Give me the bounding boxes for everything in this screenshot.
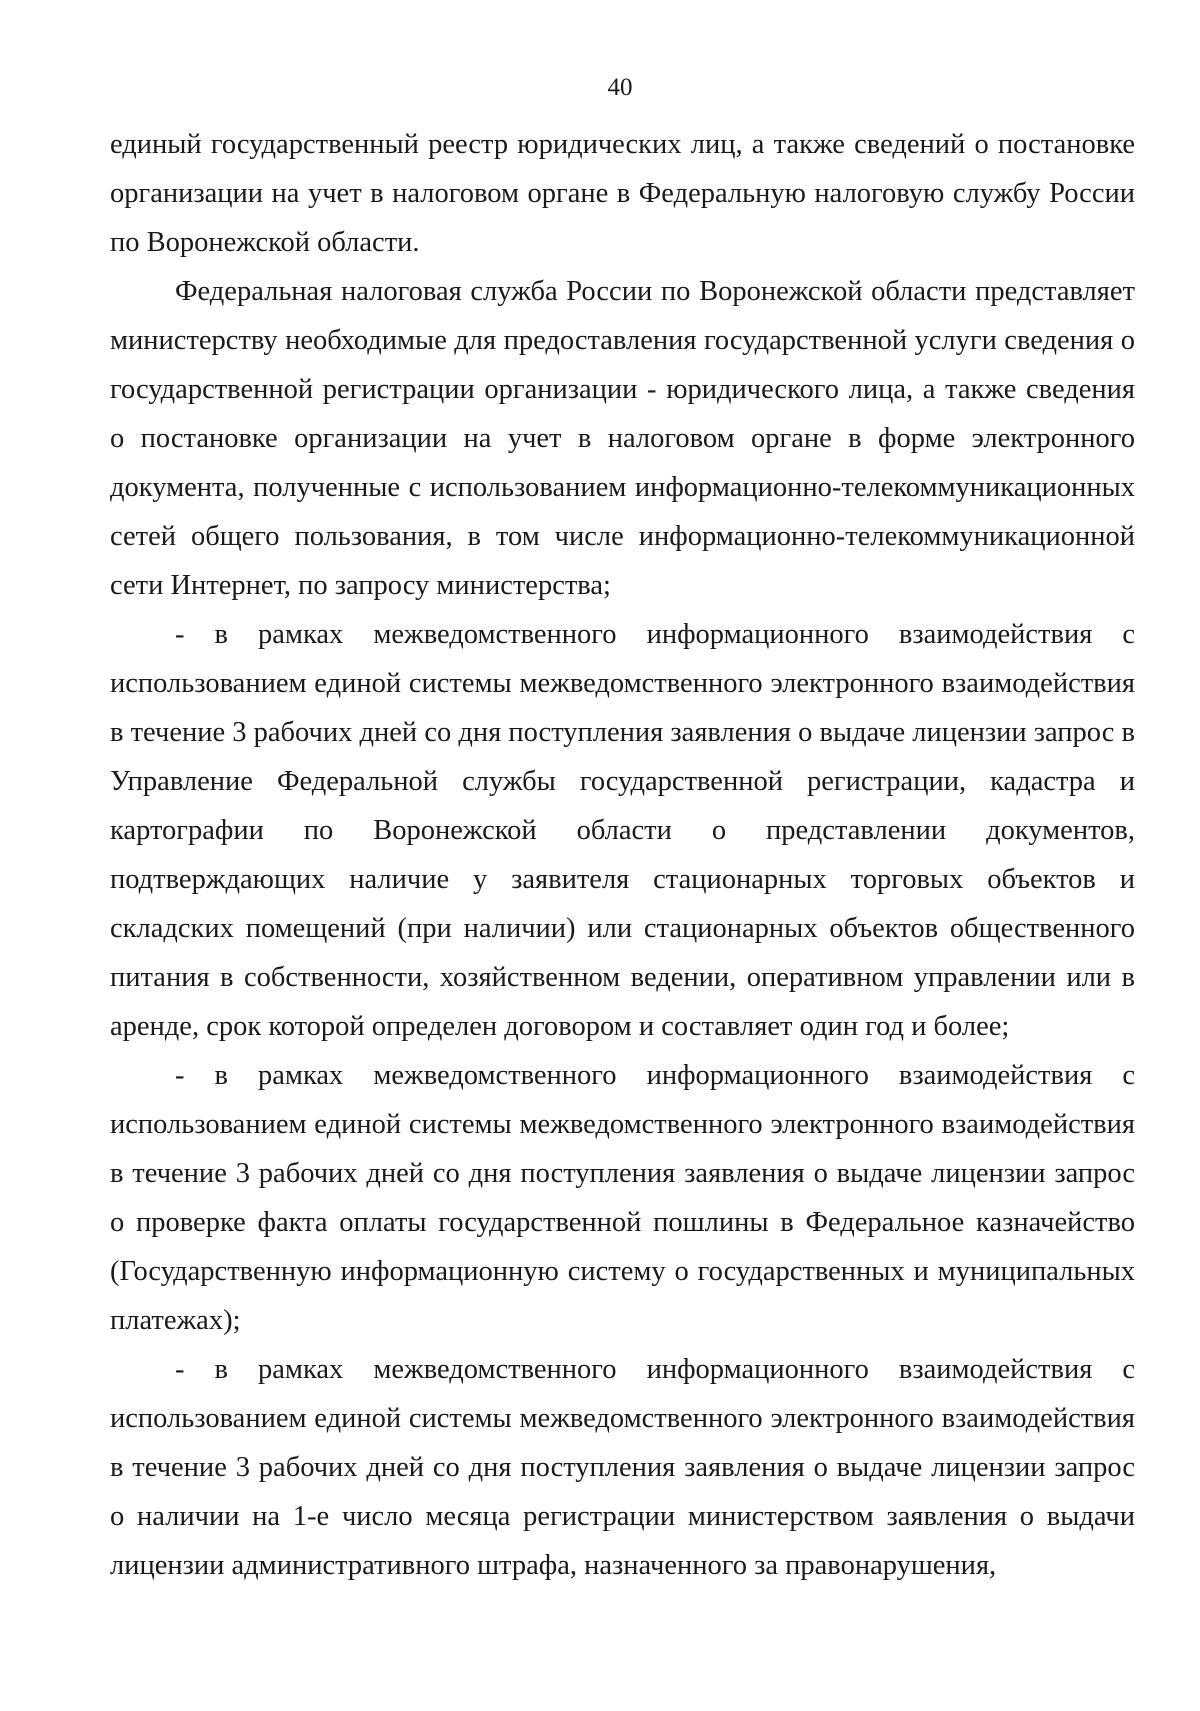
paragraph-continuation: единый государственный реестр юридических лиц, а также сведений о постановке организации на учет в налоговом органе в Федеральную налоговую службу России по Воронежской области. — [110, 129, 1135, 258]
paragraph-fine-request: - в рамках межведомственного информационного взаимодействия с использованием единой системы межведомственного электронного взаимодействия в течение 3 рабочих дней со дня поступления заявления о выдаче лицензии запрос о наличии на 1-е число месяца регистрации министерством заявления о выдачи лицензии административного штрафа, назначенного за правонарушения, — [110, 1354, 1135, 1581]
document-body — [110, 120, 1135, 1590]
paragraph-rosreestr-request: - в рамках межведомственного информационного взаимодействия с использованием единой системы межведомственного электронного взаимодействия в течение 3 рабочих дней со дня поступления заявления о выдаче лицензии запрос в Управление Федеральной службы государственной регистрации, кадастра и картографии по Воронежской области о представлении документов, подтверждающих наличие у заявителя стационарных торговых объектов и складских помещений (при наличии) или стационарных объектов общественного питания в собственности, хозяйственном ведении, оперативном управлении или в аренде, срок которой определен договором и составляет один год и более; — [110, 619, 1135, 1042]
page-number: 40 — [607, 74, 633, 101]
paragraph-tax-service: Федеральная налоговая служба России по Воронежской области представляет министерству необходимые для предоставления государственной услуги сведения о государственной регистрации организации - юридического лица, а также сведения о постановке организации на учет в налоговом органе в форме электронного документа, полученные с использованием информационно-телекоммуникационных сетей общего пользования, в том числе информационно-телекоммуникационной сети Интернет, по запросу министерства; — [110, 276, 1135, 601]
paragraph-treasury-request: - в рамках межведомственного информационного взаимодействия с использованием единой системы межведомственного электронного взаимодействия в течение 3 рабочих дней со дня поступления заявления о выдаче лицензии запрос о проверке факта оплаты государственной пошлины в Федеральное казначейство (Государственную информационную систему о государственных и муниципальных платежах); — [110, 1060, 1135, 1336]
